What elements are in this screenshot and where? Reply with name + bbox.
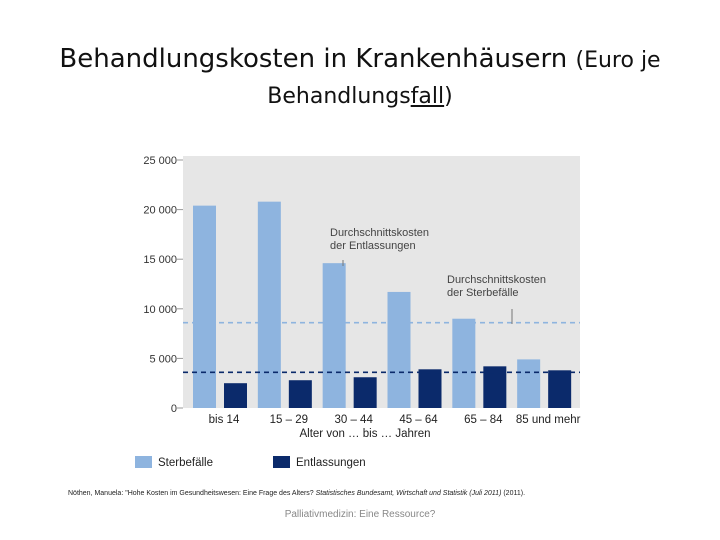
bar-sterbefaelle	[388, 292, 411, 408]
annotation-label: der Sterbefälle	[447, 287, 519, 299]
slide-title-line2-suffix: )	[444, 84, 453, 109]
slide-title-line2-prefix: Behandlungs	[267, 84, 411, 109]
y-tick-label: 15 000	[143, 254, 177, 267]
annotation-label: Durchschnittskosten	[447, 274, 547, 286]
bar-sterbefaelle	[517, 359, 540, 408]
y-tick-label: 25 000	[143, 155, 177, 167]
x-tick-label: bis 14	[208, 414, 240, 426]
x-tick-label: 85 und mehr	[515, 414, 581, 426]
slide-footer: Palliativmedizin: Eine Ressource?	[284, 509, 436, 520]
x-tick-label: 30 – 44	[334, 414, 373, 426]
bar-chart	[125, 148, 585, 478]
x-tick-label: 15 – 29	[269, 414, 309, 426]
legend-label: Entlassungen	[296, 457, 366, 469]
source-suffix: (2011).	[501, 490, 526, 497]
bar-entlassungen	[224, 383, 247, 408]
slide-title-paren: (Euro je	[575, 48, 661, 73]
x-tick-label: 45 – 64	[399, 414, 438, 426]
legend-label: Sterbefälle	[158, 457, 213, 469]
source-italic: Statistisches Bundesamt, Wirtschaft und Statistik (Juli 2011)	[313, 490, 502, 497]
y-tick-label: 10 000	[143, 303, 177, 316]
slide-title-line2-underlined: fall	[410, 84, 445, 109]
annotation-label: der Entlassungen	[330, 240, 416, 252]
y-tick-label: 5 000	[149, 353, 177, 366]
x-tick-label: 65 – 84	[464, 414, 503, 426]
slide-title-line2	[0, 84, 720, 109]
bar-sterbefaelle	[323, 263, 346, 408]
bar-sterbefaelle	[452, 319, 475, 408]
source-citation	[68, 490, 525, 497]
annotation-label: Durchschnittskosten	[330, 227, 430, 239]
source-prefix: Nöthen, Manuela: "Hohe Kosten im Gesundheitswesen: Eine Frage des Alters?	[68, 490, 314, 497]
bar-entlassungen	[289, 380, 312, 408]
slide-title-main: Behandlungskosten in Krankenhäusern	[59, 44, 568, 74]
x-axis-label: Alter von … bis … Jahren	[299, 428, 431, 440]
bar-entlassungen	[419, 369, 442, 408]
bar-sterbefaelle	[258, 202, 281, 408]
y-tick-label: 20 000	[143, 204, 177, 217]
y-tick-label: 0	[170, 403, 177, 415]
bar-entlassungen	[354, 377, 377, 408]
legend-swatch	[135, 456, 152, 468]
bar-sterbefaelle	[193, 206, 216, 408]
legend-swatch	[273, 456, 290, 468]
slide-title-line1	[0, 44, 720, 74]
bar-entlassungen	[548, 370, 571, 408]
